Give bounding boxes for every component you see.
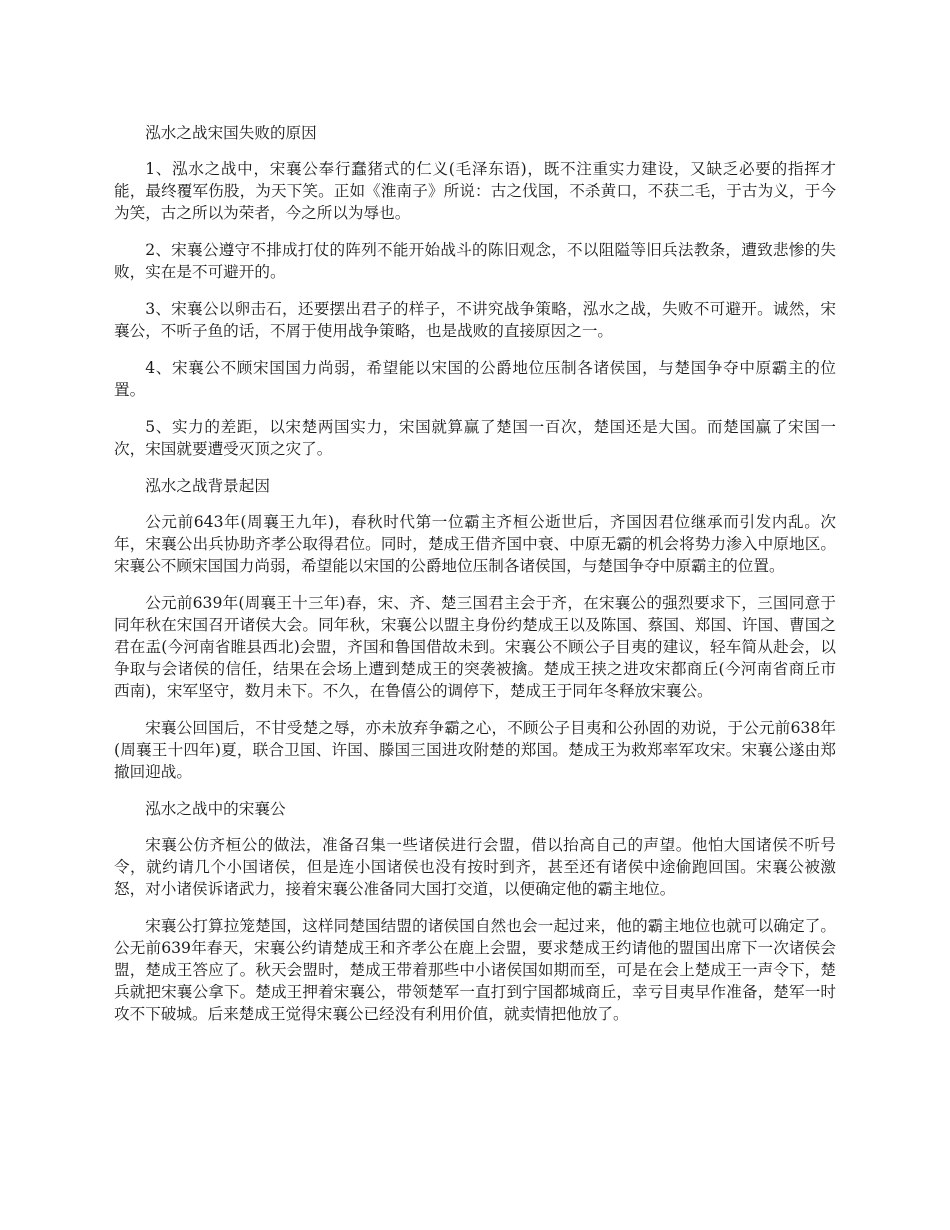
- document-page: [114, 122, 836, 1040]
- section-heading: 泓水之战宋国失败的原因: [145, 124, 317, 142]
- paragraph: 4、宋襄公不顾宋国国力尚弱，希望能以宋国的公爵地位压制各诸侯国，与楚国争夺中原霸主的位置。: [114, 359, 836, 399]
- section-failure-reasons: [114, 122, 836, 460]
- section-heading: 泓水之战背景起因: [145, 477, 270, 495]
- section-background-cause: [114, 475, 836, 783]
- paragraph: 5、实力的差距，以宋楚两国实力，宋国就算赢了楚国一百次，楚国还是大国。而楚国赢了宋国一次，宋国就要遭受灭顶之灾了。: [114, 418, 836, 458]
- section-song-xianggong: [114, 798, 836, 1025]
- paragraph: 宋襄公仿齐桓公的做法，准备召集一些诸侯进行会盟，借以抬高自己的声望。他怕大国诸侯不听号令，就约请几个小国诸侯，但是连小国诸侯也没有按时到齐，甚至还有诸侯中途偷跑回国。宋襄公被激怒，对小诸侯诉诸武力，接着宋襄公准备同大国打交道，以便确定他的霸主地位。: [114, 836, 836, 898]
- paragraph: 3、宋襄公以卵击石，还要摆出君子的样子，不讲究战争策略，泓水之战，失败不可避开。诚然，宋襄公，不听子鱼的话，不屑于使用战争策略，也是战败的直接原因之一。: [114, 300, 836, 340]
- paragraph: 公元前639年(周襄王十三年)春，宋、齐、楚三国君主会于齐，在宋襄公的强烈要求下，三国同意于同年秋在宋国召开诸侯大会。同年秋，宋襄公以盟主身份约楚成王以及陈国、蔡国、郑国、许国、曹国之君在盂(今河南省睢县西北)会盟，齐国和鲁国借故未到。宋襄公不顾公子目夷的建议，轻车简从赴会，以争取与会诸侯的信任，结果在会场上遭到楚成王的突袭被擒。楚成王挟之进攻宋都商丘(今河南省商丘市西南)，宋军坚守，数月未下。不久，在鲁僖公的调停下，楚成王于同年冬释放宋襄公。: [114, 594, 836, 700]
- paragraph: 1、泓水之战中，宋襄公奉行蠢猪式的仁义(毛泽东语)，既不注重实力建设，又缺乏必要的指挥才能，最终覆军伤股，为天下笑。正如《淮南子》所说：古之伐国，不杀黄口，不获二毛，于古为义，于今为笑，古之所以为荣者，今之所以为辱也。: [114, 160, 836, 222]
- paragraph: 公元前643年(周襄王九年)，春秋时代第一位霸主齐桓公逝世后，齐国因君位继承而引发内乱。次年，宋襄公出兵协助齐孝公取得君位。同时，楚成王借齐国中衰、中原无霸的机会将势力渗入中原地区。宋襄公不顾宋国国力尚弱，希望能以宋国的公爵地位压制各诸侯国，与楚国争夺中原霸主的位置。: [114, 513, 836, 575]
- paragraph: 宋襄公回国后，不甘受楚之辱，亦未放弃争霸之心，不顾公子目夷和公孙固的劝说，于公元前638年(周襄王十四年)夏，联合卫国、许国、滕国三国进攻附楚的郑国。楚成王为救郑率军攻宋。宋襄公遂由郑撤回迎战。: [114, 719, 836, 781]
- section-heading: 泓水之战中的宋襄公: [145, 800, 286, 818]
- paragraph: 宋襄公打算拉笼楚国，这样同楚国结盟的诸侯国自然也会一起过来，他的霸主地位也就可以确定了。公无前639年春天，宋襄公约请楚成王和齐孝公在鹿上会盟，要求楚成王约请他的盟国出席下一次诸侯会盟，楚成王答应了。秋天会盟时，楚成王带着那些中小诸侯国如期而至，可是在会上楚成王一声令下，楚兵就把宋襄公拿下。楚成王押着宋襄公，带领楚军一直打到宁国都城商丘，幸亏目夷早作准备，楚军一时攻不下破城。后来楚成王觉得宋襄公已经没有利用价值，就卖情把他放了。: [114, 917, 836, 1023]
- paragraph: 2、宋襄公遵守不排成打仗的阵列不能开始战斗的陈旧观念，不以阻隘等旧兵法教条，遭致悲惨的失败，实在是不可避开的。: [114, 241, 836, 281]
